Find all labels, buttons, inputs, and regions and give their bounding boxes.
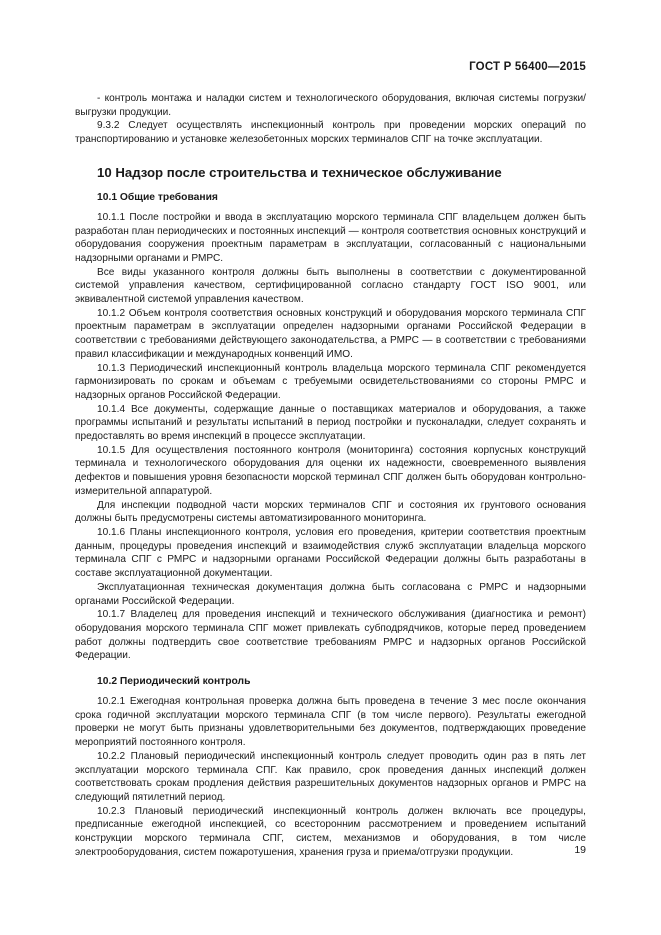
paragraph-10-1-2: 10.1.2 Объем контроля соответствия основных конструкций и оборудования морского терминала СПГ проектным параметрам в эксплуатации определен надзорными органами Российской Федерации в соответствии с требованиями действующего законодательства, а РМРС — в соответствии с требованиями правил классификации и международных конвенций ИМО. [75, 307, 586, 360]
paragraph-10-1-3: 10.1.3 Периодический инспекционный контроль владельца морского терминала СПГ рекомендуется гармонизировать по срокам и объемам с требуемыми освидетельствованиями со стороны РМРС и надзорных органов Российской Федерации. [75, 362, 586, 401]
paragraph-10-1-5: 10.1.5 Для осуществления постоянного контроля (мониторинга) состояния корпусных конструкций терминала и технологического оборудования для оценки их надежности, своевременного выявления дефектов и повышения уровня безопасности морской терминал СПГ должен быть оборудован контрольно-измерительной аппаратурой. [75, 444, 586, 497]
intro-paragraph-1: - контроль монтажа и наладки систем и технологического оборудования, включая системы погрузки/выгрузки продукции. [75, 93, 586, 118]
subsection-heading-10-2: 10.2 Периодический контроль [97, 676, 251, 688]
paragraph-10-1-7: 10.1.7 Владелец для проведения инспекций и технического обслуживания (диагностика и ремонт) оборудования морского терминала СПГ может привлекать субподрядчиков, которые перед проведением работ должны подтвердить свое соответствие требованиям РМРС и надзорных органов Российской Федерации. [75, 609, 586, 662]
section-heading: 10 Надзор после строительства и техническое обслуживание [97, 164, 502, 180]
paragraph-10-1-6: 10.1.6 Планы инспекционного контроля, условия его проведения, критерии соответствия проектным данным, процедуры проведения инспекций и взаимодействия служб эксплуатации владельца морского терминала СПГ с РМРС и надзорными органами Российской Федерации должны быть разработаны в составе эксплуатационной документации. [75, 526, 586, 580]
page-number: 19 [574, 844, 586, 856]
paragraph-10-1-5b: Для инспекции подводной части морских терминалов СПГ и состояния их грунтового основания должны быть предусмотрены системы автоматизированного мониторинга. [75, 499, 586, 525]
paragraph-10-1-1b: Все виды указанного контроля должны быть выполнены в соответствии с документированной системой управления качеством, сертифицированной согласно стандарту ГОСТ ISO 9001, или эквивалентной системой управления качеством. [75, 266, 586, 306]
standard-code-header: ГОСТ Р 56400—2015 [469, 61, 586, 73]
page-content [75, 92, 586, 859]
paragraph-10-1-6b: Эксплуатационная техническая документация должна быть согласована с РМРС и надзорными органами Российской Федерации. [75, 581, 586, 607]
paragraph-10-1-1: 10.1.1 После постройки и ввода в эксплуатацию морского терминала СПГ владельцем должен быть разработан план периодических и постоянных инспекций — контроля соответствия основных конструкций и оборудования сооружения проектным параметрам в эксплуатации, согласованный с национальными надзорными органами и РМРС. [75, 211, 586, 264]
paragraph-10-2-3: 10.2.3 Плановый периодический инспекционный контроль должен включать все процедуры, предписанные ежегодной инспекцией, со всесторонним рассмотрением и проведением испытаний конструкции морского терминала СПГ, систем, механизмов и оборудования, в том числе электрооборудования, систем пожаротушения, хранения груза и приема/отгрузки продукции. [75, 805, 586, 858]
paragraph-10-2-2: 10.2.2 Плановый периодический инспекционный контроль следует проводить один раз в пять лет эксплуатации морского терминала СПГ. Как правило, срок проведения данных инспекций должен соответствовать срокам продления действия разрешительных документов надзорных органов и РМРС на следующий пятилетний период. [75, 750, 586, 803]
paragraph-10-2-1: 10.2.1 Ежегодная контрольная проверка должна быть проведена в течение 3 мес после окончания срока годичной эксплуатации морского терминала СПГ (в том числе первого). Результаты ежегодной проверки не могут быть признаны удовлетворительными без документов, подтверждающих проведение мероприятий постоянного контроля. [75, 696, 586, 749]
paragraph-10-1-4: 10.1.4 Все документы, содержащие данные о поставщиках материалов и оборудования, а также программы испытаний и результаты испытаний в период постройки и пусконаладки, следует сохранять и предоставлять во время инспекций в процессе эксплуатации. [75, 403, 586, 443]
intro-paragraph-2: 9.3.2 Следует осуществлять инспекционный контроль при проведении морских операций по транспортированию и установке железобетонных морских терминалов СПГ на точке эксплуатации. [75, 120, 586, 146]
subsection-heading-10-1: 10.1 Общие требования [97, 191, 218, 203]
